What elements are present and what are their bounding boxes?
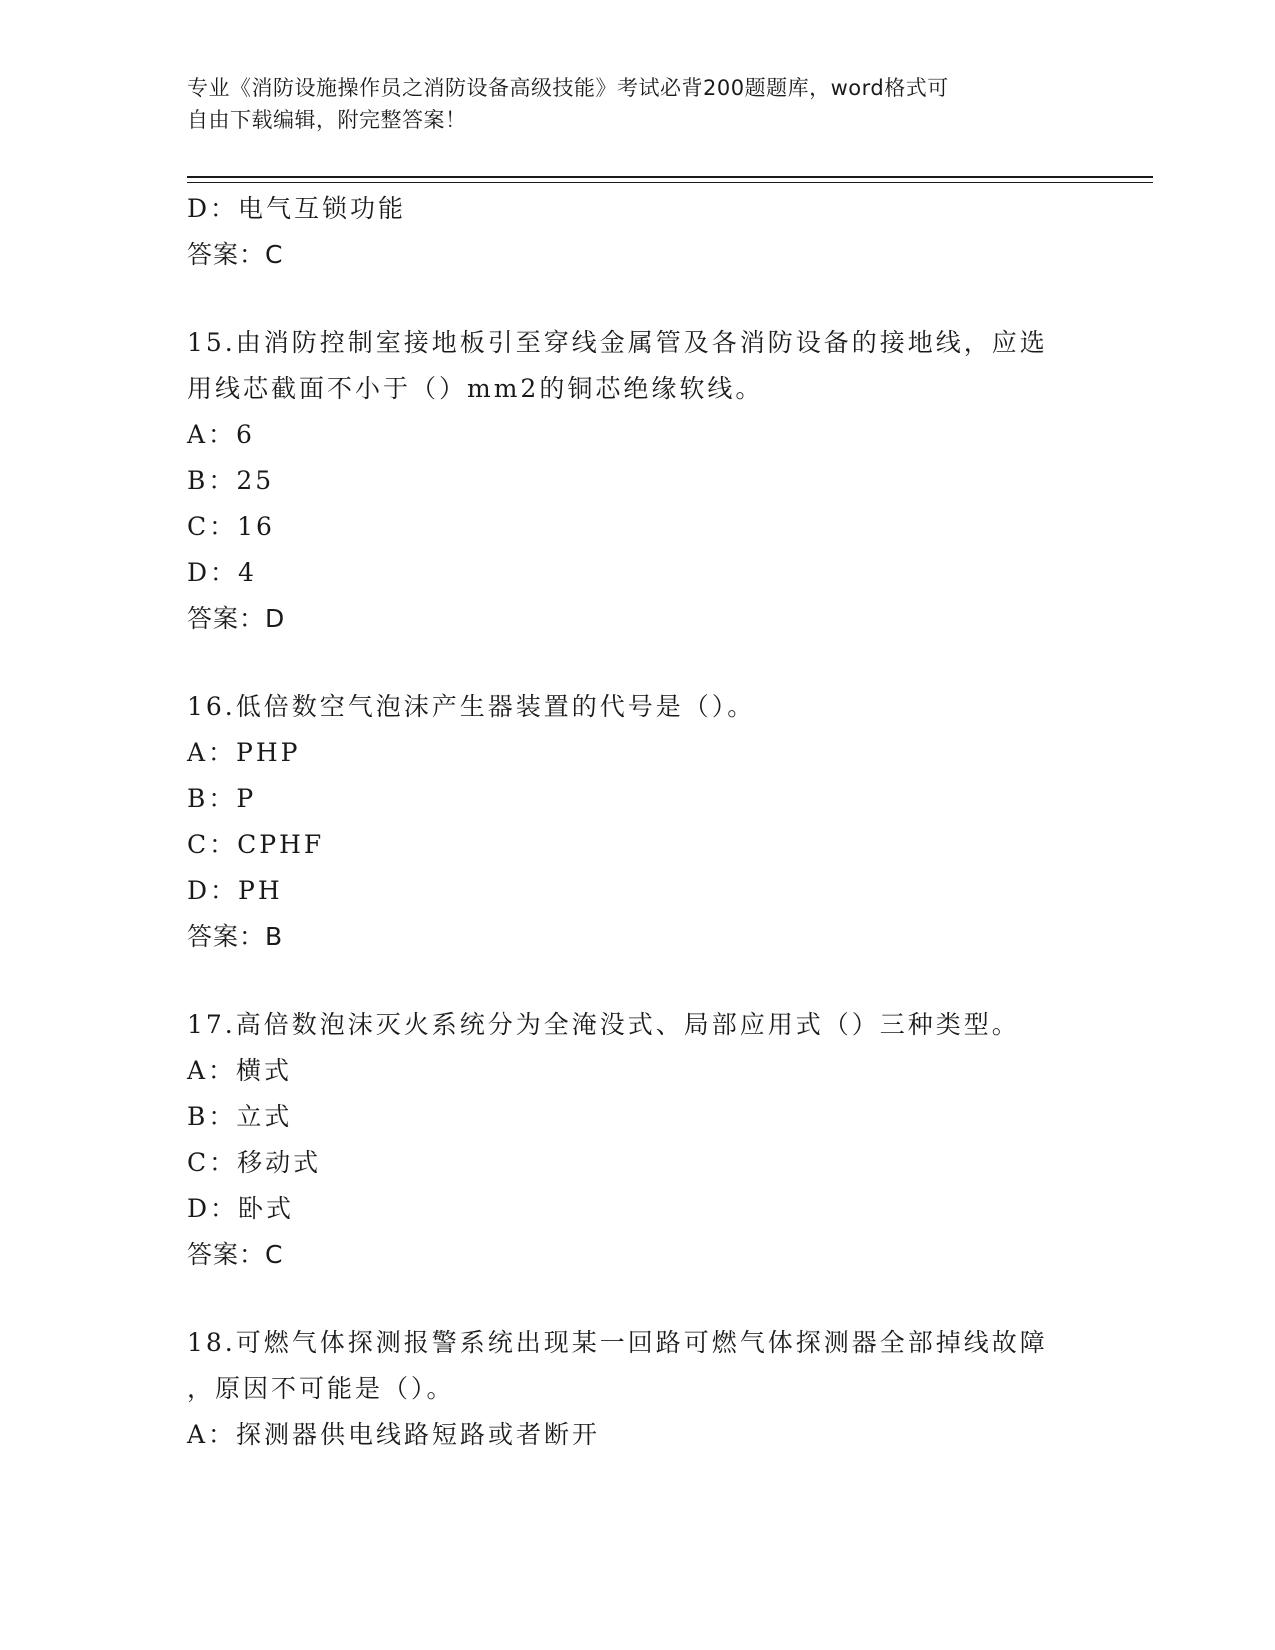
question-16 xyxy=(187,684,1087,960)
option-c: C：CPHF xyxy=(187,830,325,859)
answer-line: 答案：D xyxy=(187,604,286,633)
option-a: A：PHP xyxy=(187,738,301,767)
option-b: B：立式 xyxy=(187,1102,293,1131)
header-line-2: 自由下载编辑，附完整答案！ xyxy=(187,108,467,132)
option-d: D：PH xyxy=(187,876,283,905)
question-text: 15.由消防控制室接地板引至穿线金属管及各消防设备的接地线，应选 xyxy=(187,328,1048,357)
header-rule-thin xyxy=(187,182,1153,183)
answer-line: 答案：C xyxy=(187,1240,284,1269)
question-list xyxy=(187,186,1087,1458)
carryover-block xyxy=(187,186,1087,278)
header-rule-thick xyxy=(187,176,1153,178)
option-b: B：P xyxy=(187,784,257,813)
answer-line: 答案：C xyxy=(187,240,284,269)
answer-line: 答案：B xyxy=(187,922,284,951)
question-text: 16.低倍数空气泡沫产生器装置的代号是（）。 xyxy=(187,692,756,721)
option-d: D：4 xyxy=(187,558,257,587)
option-a: A：横式 xyxy=(187,1056,293,1085)
question-18 xyxy=(187,1320,1087,1458)
question-text-cont: ，原因不可能是（）。 xyxy=(187,1374,455,1403)
option-c: C：移动式 xyxy=(187,1148,322,1177)
question-15 xyxy=(187,320,1087,642)
option-a: A：6 xyxy=(187,420,255,449)
header-line-1: 专业《消防设施操作员之消防设备高级技能》考试必背200题题库，word格式可 xyxy=(187,76,949,100)
question-text: 18.可燃气体探测报警系统出现某一回路可燃气体探测器全部掉线故障 xyxy=(187,1328,1048,1357)
document-header xyxy=(187,72,1067,136)
question-text: 17.高倍数泡沫灭火系统分为全淹没式、局部应用式（）三种类型。 xyxy=(187,1010,1020,1039)
question-17 xyxy=(187,1002,1087,1278)
option-d: D：电气互锁功能 xyxy=(187,194,407,223)
option-b: B：25 xyxy=(187,466,275,495)
question-text-cont: 用线芯截面不小于（）mm2的铜芯绝缘软线。 xyxy=(187,374,764,403)
option-c: C：16 xyxy=(187,512,275,541)
option-d: D：卧式 xyxy=(187,1194,295,1223)
option-a: A：探测器供电线路短路或者断开 xyxy=(187,1420,601,1449)
